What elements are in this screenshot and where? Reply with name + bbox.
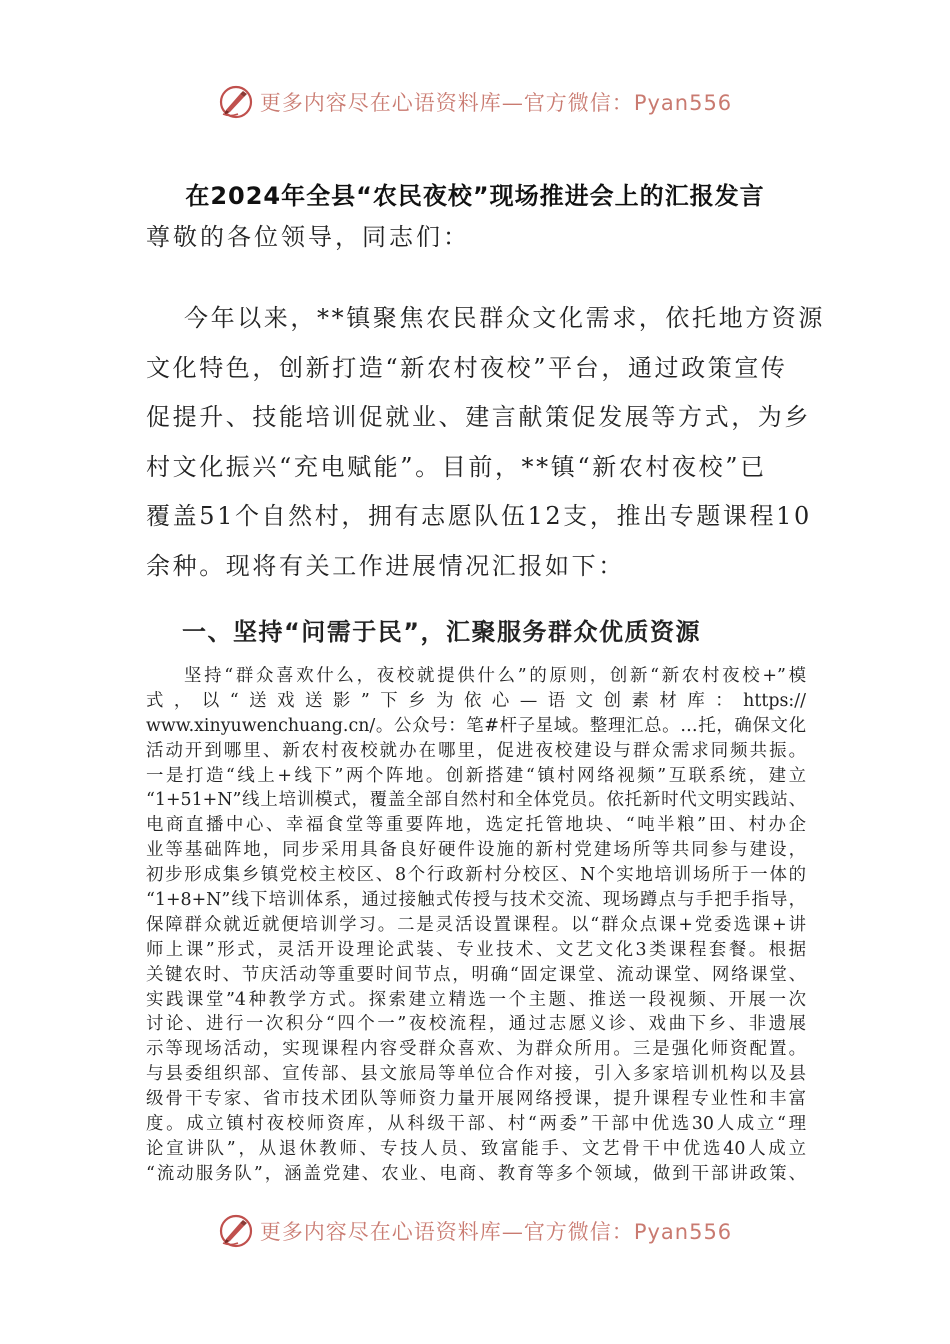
- banner-main-text: 更多内容尽在心语资料库: [259, 1220, 502, 1244]
- intro-line: 村文化振兴“充电赋能”。目前，**镇“新农村夜校”已: [146, 452, 767, 481]
- pen-logo-icon: [218, 1213, 254, 1249]
- body-line: 初步形成集乡镇党校主校区、8个行政新村分校区、N个实地培训场所于一体的: [146, 865, 806, 886]
- body-line: 电商直播中心、幸福食堂等重要阵地，选定托管地块、“吨半粮”田、村办企: [146, 815, 806, 836]
- body-line: 师上课”形式，灵活开设理论武装、专业技术、文艺文化3类课程套餐。根据: [146, 939, 806, 960]
- section-heading: 一、坚持“问需于民”，汇聚服务群众优质资源: [182, 618, 702, 646]
- salutation: 尊敬的各位领导，同志们：: [146, 223, 470, 251]
- body-line: 保障群众就近就便培训学习。二是灵活设置课程。以“群众点课+党委选课+讲: [146, 914, 806, 935]
- body-line: “流动服务队”，涵盖党建、农业、电商、教育等多个领域，做到干部讲政策、: [146, 1163, 806, 1184]
- body-line: 活动开到哪里、新农村夜校就办在哪里，促进夜校建设与群众需求同频共振。: [146, 740, 806, 761]
- footer-banner: [0, 1211, 950, 1251]
- body-line: 一是打造“线上+线下”两个阵地。创新搭建“镇村网络视频”互联系统，建立: [146, 765, 806, 786]
- body-line: 关键农时、节庆活动等重要时间节点，明确“固定课堂、流动课堂、网络课堂、: [146, 964, 806, 985]
- body-line: www.xinyuwenchuang.cn/。公众号：笔#杆子星域。整理汇总。…托，确保文化: [146, 715, 806, 736]
- body-line: 示等现场活动，实现课程内容受群众喜欢、为群众所用。三是强化师资配置。: [146, 1039, 806, 1060]
- banner-separator: —: [501, 91, 524, 115]
- header-banner: [0, 82, 950, 122]
- body-line: 实践课堂”4种教学方式。探索建立精选一个主题、推送一段视频、开展一次: [146, 989, 806, 1010]
- body-line: 业等基础阵地，同步采用具备良好硬件设施的新村党建场所等共同参与建设，: [146, 840, 806, 861]
- intro-line: 余种。现将有关工作进展情况汇报如下：: [146, 551, 625, 580]
- body-line: 坚持“群众喜欢什么，夜校就提供什么”的原则，创新“新农村夜校+”模: [184, 666, 806, 686]
- pen-logo-icon: [218, 84, 254, 120]
- body-line: 式，以“送戏送影”下乡为依心—语文创素材库：https://: [146, 690, 806, 711]
- banner-text: [260, 1216, 732, 1246]
- body-line: 与县委组织部、宣传部、县文旅局等单位合作对接，引入多家培训机构以及县: [146, 1064, 806, 1085]
- banner-wechat-label: 官方微信：: [523, 1220, 634, 1244]
- body-line: 讨论、进行一次积分“四个一”夜校流程，通过志愿义诊、戏曲下乡、非遗展: [146, 1014, 806, 1035]
- banner-wechat-label: 官方微信：: [523, 91, 634, 115]
- body-line: “1+8+N”线下培训体系，通过接触式传授与技术交流、现场蹲点与手把手指导，: [146, 890, 806, 911]
- banner-main-text: 更多内容尽在心语资料库: [259, 91, 502, 115]
- intro-line: 今年以来，**镇聚焦农民群众文化需求，依托地方资源: [184, 304, 825, 332]
- banner-separator: —: [501, 1220, 524, 1244]
- intro-line: 文化特色，创新打造“新农村夜校”平台，通过政策宣传: [146, 353, 788, 382]
- body-paragraph: [146, 664, 806, 1187]
- intro-line: 促提升、技能培训促就业、建言献策促发展等方式，为乡: [146, 403, 811, 431]
- body-line: 级骨干专家、省市技术团队等师资力量开展网络授课，提升课程专业性和丰富: [146, 1089, 806, 1110]
- page-title: 在2024年全县“农民夜校”现场推进会上的汇报发言: [185, 182, 765, 210]
- banner-wechat-id: Pyan556: [633, 1220, 733, 1244]
- body-line: “1+51+N”线上培训模式，覆盖全部自然村和全体党员。依托新时代文明实践站、: [146, 790, 806, 811]
- body-line: 度。成立镇村夜校师资库，从科级干部、村“两委”干部中优选30人成立“理: [146, 1114, 806, 1135]
- banner-wechat-id: Pyan556: [633, 91, 733, 115]
- intro-paragraph: [146, 294, 825, 591]
- intro-line: 覆盖51个自然村，拥有志愿队伍12支，推出专题课程10: [146, 502, 812, 530]
- banner-text: [260, 87, 732, 117]
- body-line: 论宣讲队”，从退休教师、专技人员、致富能手、文艺骨干中优选40人成立: [146, 1138, 806, 1159]
